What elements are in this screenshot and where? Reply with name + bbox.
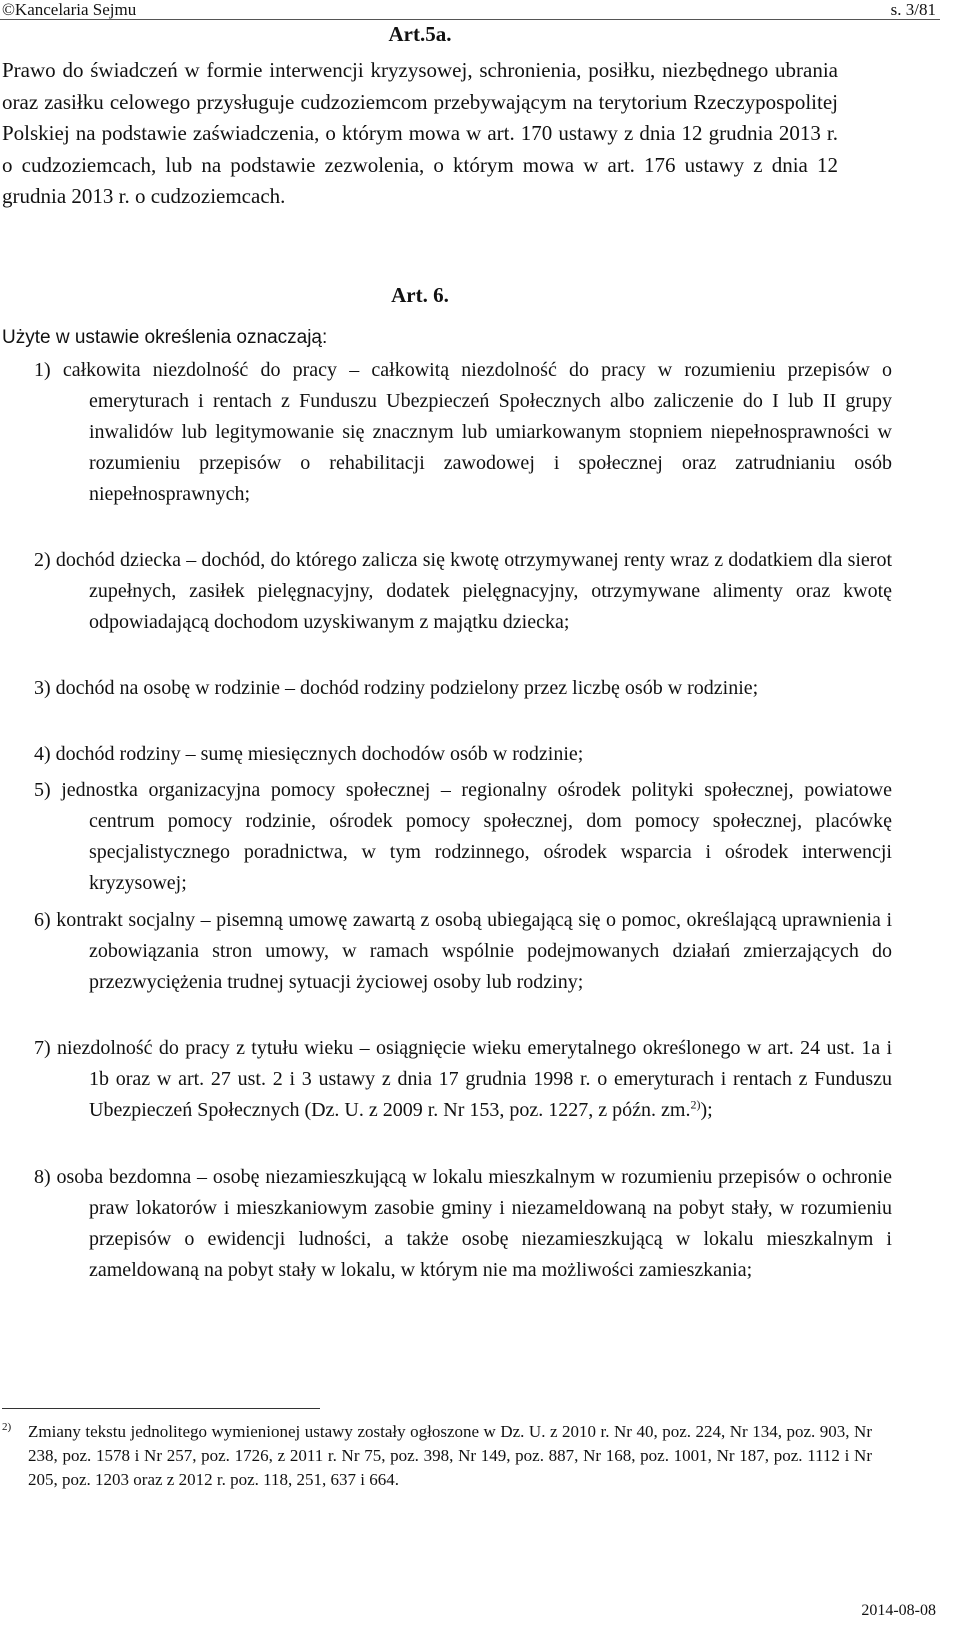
- header-page-number: s. 3/81: [890, 0, 936, 19]
- footnote: 2) Zmiany tekstu jednolitego wymienionej ustawy zostały ogłoszone w Dz. U. z 2010 r. Nr 40, poz. 224, Nr 134, poz. 903, Nr 238, poz. 1578 i Nr 257, poz. 1726, z 2011 r. Nr 75, poz. 398, Nr 149, poz. 887, Nr 168, poz. 1001, Nr 187, poz. 1112 i Nr 205, poz. 1203 oraz z 2012 r. poz. 118, 251, 637 i 664.: [2, 1421, 872, 1489]
- header-copyright: ©Kancelaria Sejmu: [2, 0, 137, 19]
- art5a-title: Art.5a.: [388, 22, 452, 46]
- definition-item-7-tail: );: [700, 1099, 713, 1121]
- art6-intro: Użyte w ustawie określenia oznaczają:: [2, 327, 328, 348]
- definition-item-8: 8) osoba bezdomna – osobę niezamieszkującą w lokalu mieszkalnym w rozumieniu przepisów o ochronie praw lokatorów i mieszkaniowym zasobie gminy i niezameldowaną na pobyt stały, w rozumieniu przepisów o ewidencji ludności, a także osobę niezamieszkującą w lokalu mieszkalnym i zameldowaną na pobyt stały w lokalu, w którym nie ma możliwości zamieszkania;: [34, 1166, 892, 1281]
- document-date: 2014-08-08: [861, 1602, 936, 1619]
- definition-item-5: 5) jednostka organizacyjna pomocy społecznej – regionalny ośrodek polityki społecznej, powiatowe centrum pomocy rodzinie, ośrodek pomocy społecznej, dom pomocy społecznej, placówkę specjalistycznego poradnictwa, w tym rodzinnego, ośrodek wsparcia i ośrodek interwencji kryzysowej;: [34, 779, 892, 894]
- art5a-text: Prawo do świadczeń w formie interwencji kryzysowej, schronienia, posiłku, niezbędnego ubrania oraz zasiłku celowego przysługuje cudzoziemcom przebywającym na terytorium Rzeczypospolitej Polskiej na podstawie zaświadczenia, o którym mowa w art. 170 ustawy z dnia 12 grudnia 2013 r. o cudzoziemcach, lub na podstawie zezwolenia, o którym mowa w art. 176 ustawy z dnia 12 grudnia 2013 r. o cudzoziemcach.: [2, 58, 838, 208]
- header-rule: [0, 19, 940, 20]
- footnote-text: Zmiany tekstu jednolitego wymienionej ustawy zostały ogłoszone w Dz. U. z 2010 r. Nr 40, poz. 224, Nr 134, poz. 903, Nr 238, poz. 1578 i Nr 257, poz. 1726, z 2011 r. Nr 75, poz. 398, Nr 149, poz. 887, Nr 168, poz. 1001, Nr 187, poz. 1112 i Nr 205, poz. 1203 oraz z 2012 r. poz. 118, 251, 637 i 664.: [28, 1422, 872, 1489]
- footnote-reference[interactable]: 2): [690, 1097, 701, 1112]
- definition-item-1: 1) całkowita niezdolność do pracy – całkowitą niezdolność do pracy w rozumieniu przepisów o emeryturach i rentach z Funduszu Ubezpieczeń Społecznych albo zaliczenie do I lub II grupy inwalidów lub legitymowanie się znacznym lub umiarkowanym stopniem niepełnosprawności w rozumieniu przepisów o rehabilitacji zawodowej i społecznej oraz zatrudnianiu osób niepełnosprawnych;: [34, 359, 892, 505]
- definition-item-2: 2) dochód dziecka – dochód, do którego zalicza się kwotę otrzymywanej renty wraz z dodatkiem dla sierot zupełnych, zasiłek pielęgnacyjny, dodatek pielęgnacyjny, otrzymywane alimenty oraz kwotę odpowiadającą dochodom uzyskiwanym z majątku dziecka;: [34, 549, 892, 633]
- definition-item-3: 3) dochód na osobę w rodzinie – dochód rodziny podzielony przez liczbę osób w rodzinie;: [34, 677, 759, 699]
- definition-item-4: 4) dochód rodziny – sumę miesięcznych dochodów osób w rodzinie;: [34, 743, 584, 765]
- definition-item-7-text: 7) niezdolność do pracy z tytułu wieku – osiągnięcie wieku emerytalnego określonego w art. 24 ust. 1a i 1b oraz w art. 27 ust. 2 i 3 ustawy z dnia 17 grudnia 1998 r. o emeryturach i rentach z Funduszu Ubezpieczeń Społecznych (Dz. U. z 2009 r. Nr 153, poz. 1227, z późn. zm.: [34, 1037, 892, 1121]
- art6-title: Art. 6.: [391, 283, 449, 307]
- definition-item-7: [34, 1033, 892, 1126]
- footnote-separator: [2, 1408, 320, 1409]
- definition-item-6: 6) kontrakt socjalny – pisemną umowę zawartą z osobą ubiegającą się o pomoc, określającą uprawnienia i zobowiązania stron umowy, w ramach wspólnie podejmowanych działań zmierzających do przezwyciężenia trudnej sytuacji życiowej osoby lub rodziny;: [34, 909, 892, 993]
